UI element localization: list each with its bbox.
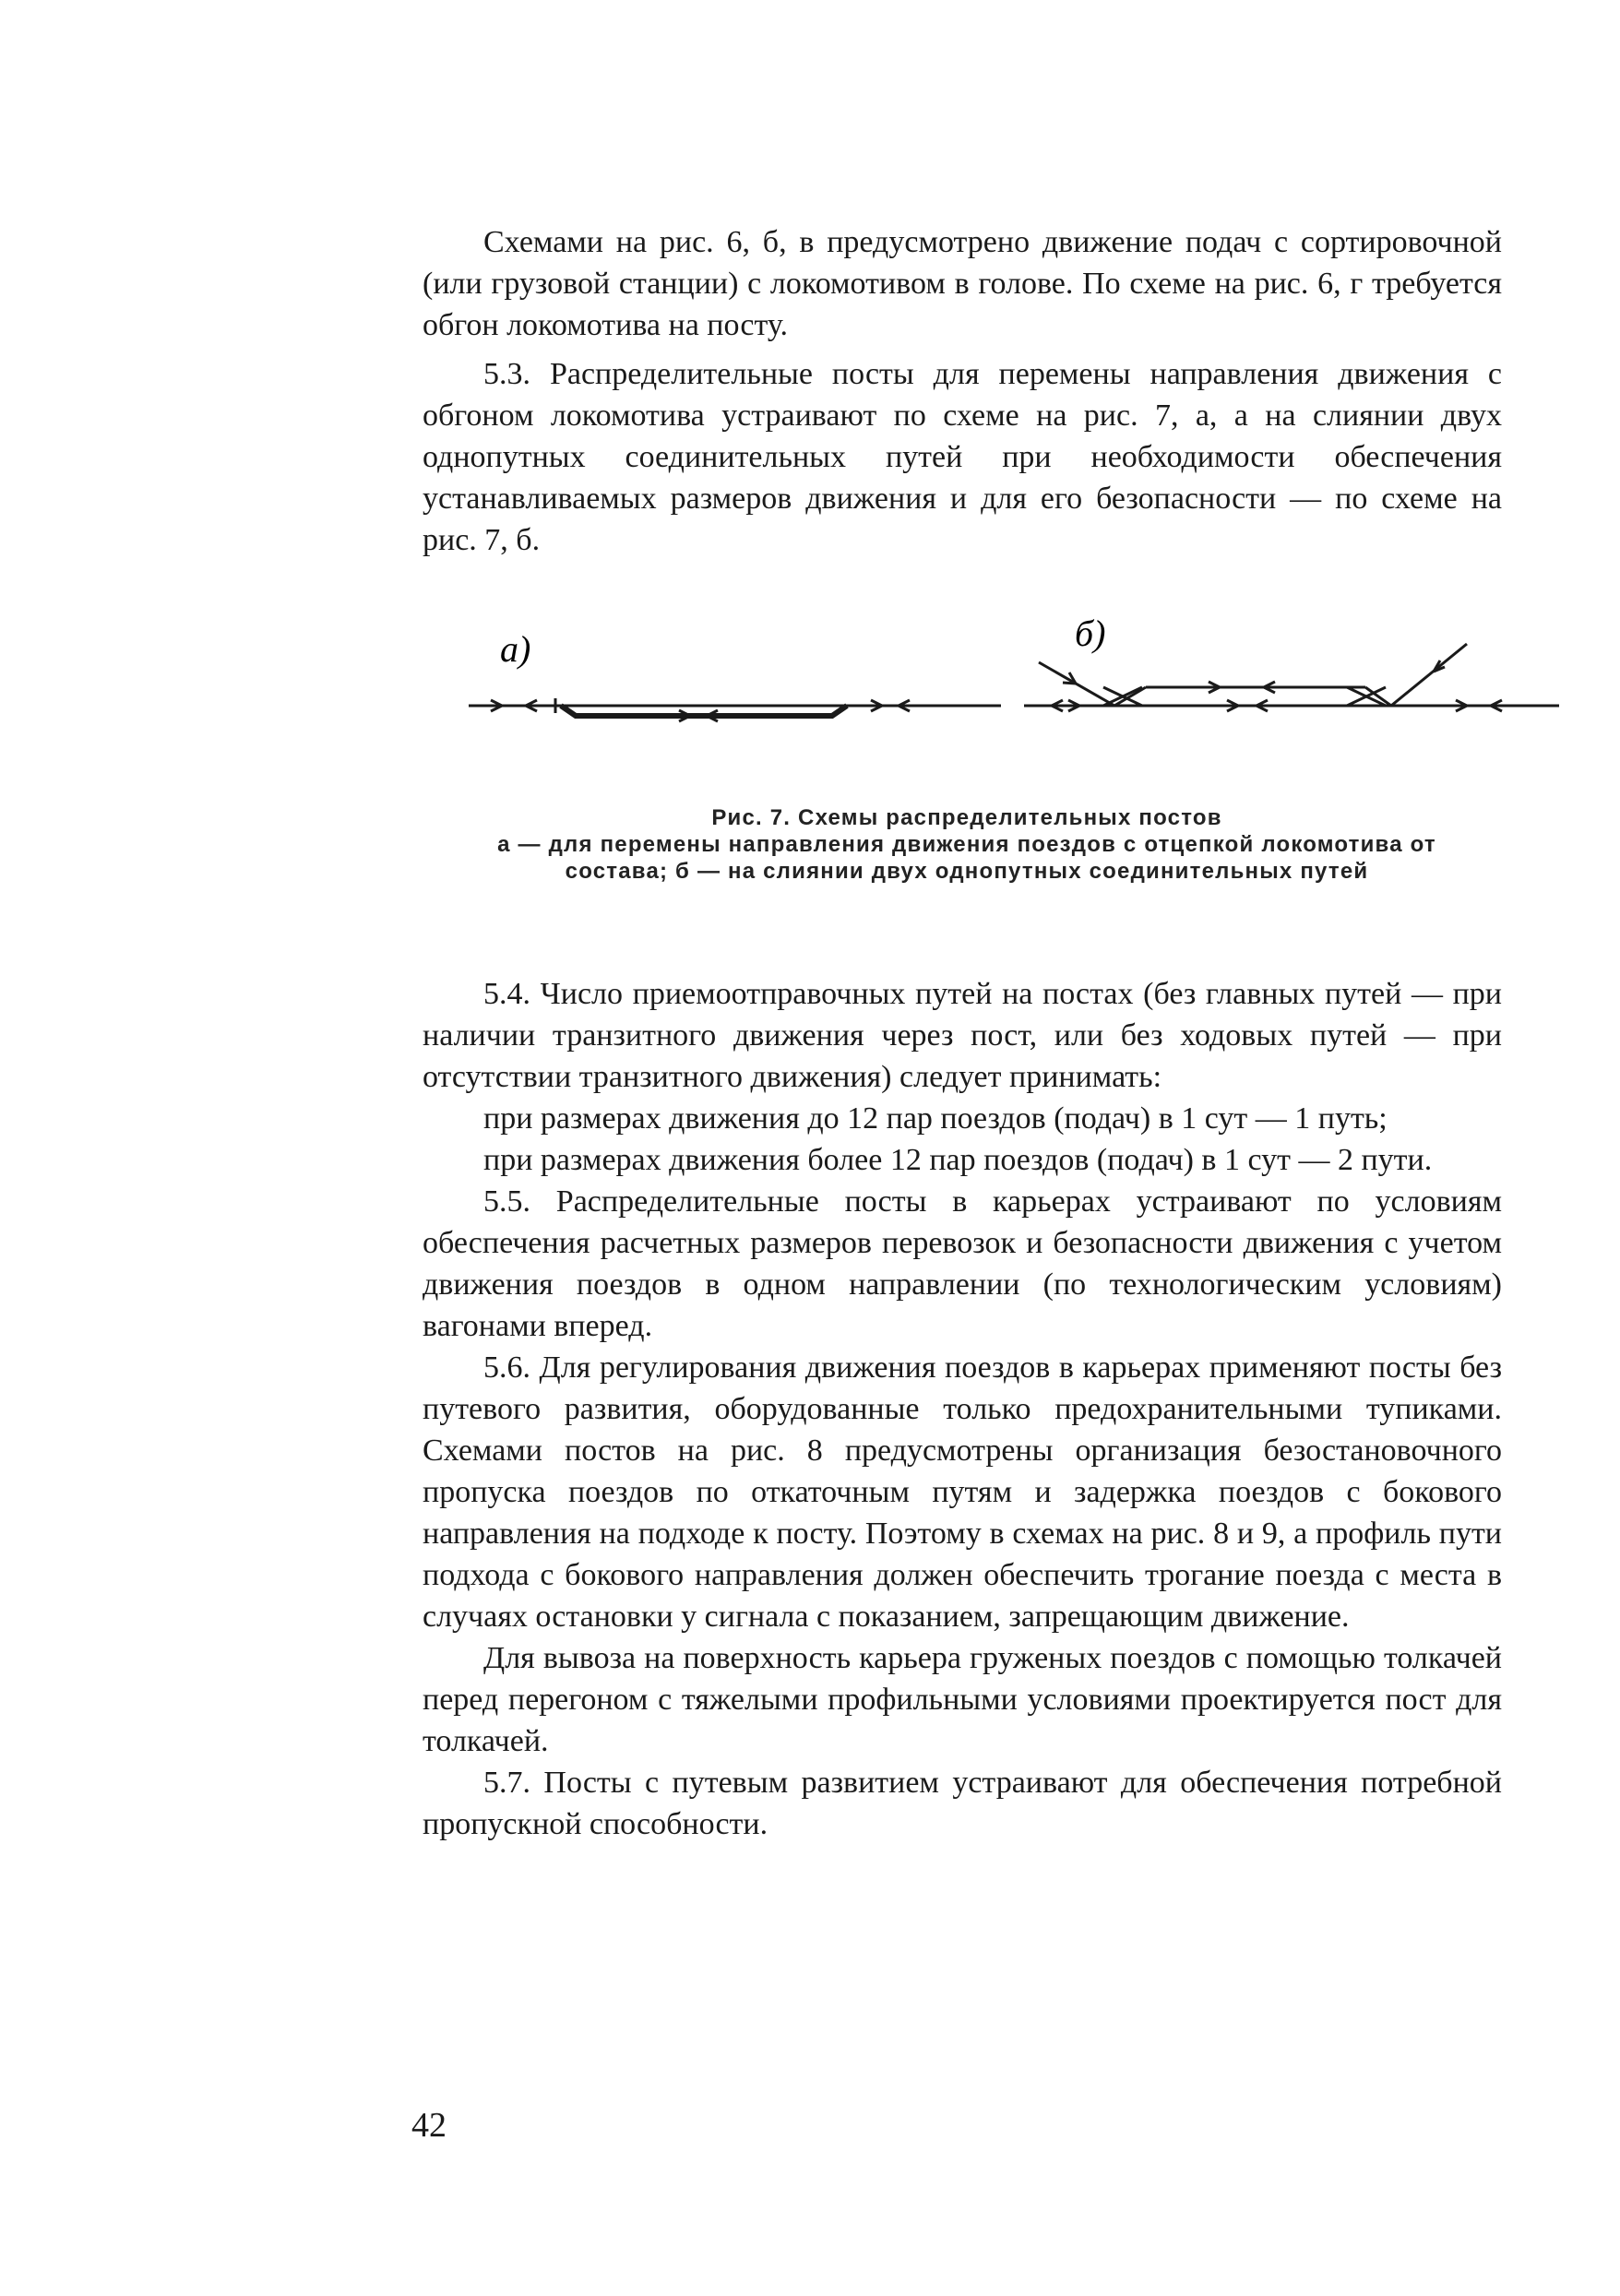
caption-line-a: а — для перемены направления движения поездов с отцепкой локомотива от <box>497 832 1436 857</box>
paragraph-5-4: 5.4. Число приемоотправочных путей на постах (без главных путей — при наличии транзитного движения через пост, или без ходовых путей — при отсутствии транзитного движения) следует принимать: <box>423 977 1502 1094</box>
paragraph-5-3: 5.3. Распределительные посты для перемены направления движения с обгоном локомотива устраивают по схеме на рис. 7, а, а на слиянии двух однопутных соединительных путей при необходимости обеспечения устанавливаемых размеров движения и для его безопасности — по схеме на рис. 7, б. <box>423 357 1502 557</box>
bottom-text-block <box>423 973 1502 1845</box>
figure-label-a: а) <box>500 628 531 670</box>
paragraph-5-5: 5.5. Распределительные посты в карьерах устраивают по условиям обеспечения расчетных размеров перевозок и безопасности движения с учетом движения поездов в одном направлении (по технологическим условиям) вагонами вперед. <box>423 1184 1502 1343</box>
top-text-block <box>423 221 1502 561</box>
figure-label-b: б) <box>1075 613 1106 654</box>
paragraph-schemes-fig6: Схемами на рис. 6, б, в предусмотрено движение подач с сортировочной (или грузовой станции) с локомотивом в голове. По схеме на рис. 6, г требуется обгон локомотива на посту. <box>423 225 1502 342</box>
paragraph-pushers: Для вывоза на поверхность карьера груженых поездов с помощью толкачей перед перегоном с тяжелыми профильными условиями проектируется пост для толкачей. <box>423 1641 1502 1758</box>
caption-line-b: состава; б — на слиянии двух однопутных соединительных путей <box>565 859 1369 884</box>
paragraph-5-7: 5.7. Посты с путевым развитием устраивают для обеспечения потребной пропускной способности. <box>423 1766 1502 1841</box>
caption-title: Рис. 7. Схемы распределительных постов <box>711 805 1222 830</box>
scheme-a-diagram <box>469 698 1001 721</box>
paragraph-5-4-item-2: при размерах движения более 12 пар поездов (подач) в 1 сут — 2 пути. <box>483 1143 1433 1177</box>
page-number: 42 <box>411 2106 447 2145</box>
figure-caption <box>423 804 1511 885</box>
paragraph-5-6: 5.6. Для регулирования движения поездов в карьерах применяют посты без путевого развития, оборудованные только предохранительными тупиками. Схемами постов на рис. 8 предусмотрены организация безостановочного пропуска поездов по откаточным путям и задержка поездов с бокового направления на подходе к посту. Поэтому в схемах на рис. 8 и 9, а профиль пути подхода с бокового направления должен обеспечить трогание поезда с места в случаях остановки у сигнала с показанием, запрещающим движение. <box>423 1350 1502 1634</box>
figure-7-track-schemes <box>461 609 1559 756</box>
paragraph-5-4-item-1: при размерах движения до 12 пар поездов (подач) в 1 сут — 1 путь; <box>483 1101 1388 1136</box>
